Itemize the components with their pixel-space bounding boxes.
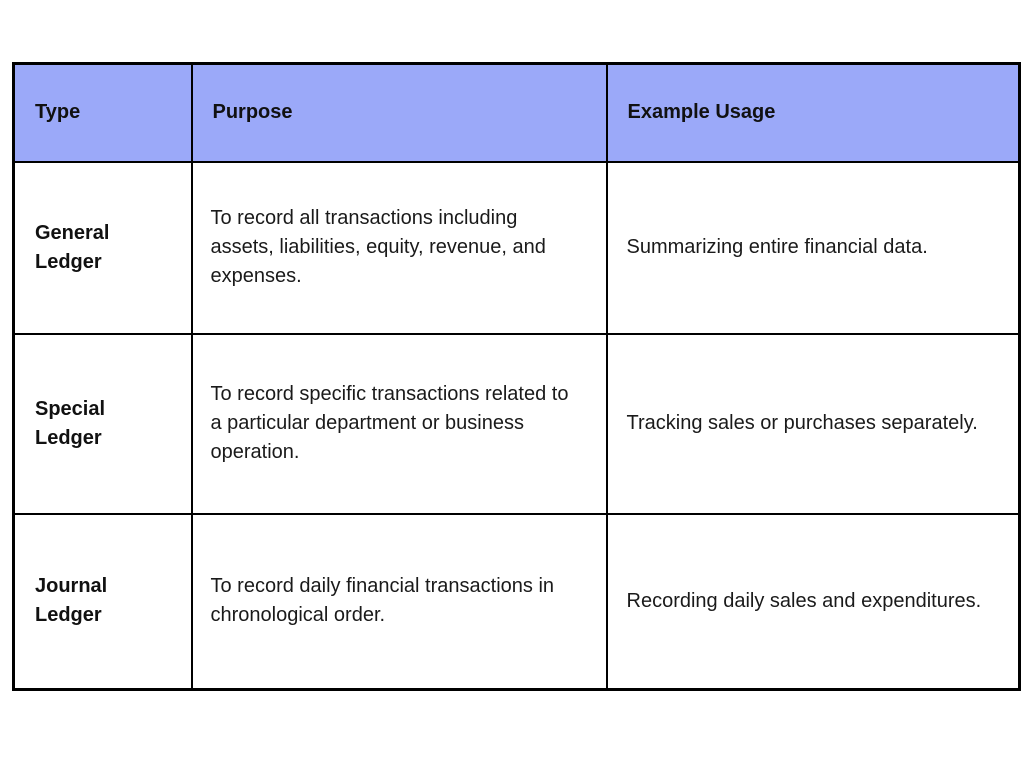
type-cell: General Ledger (14, 162, 192, 334)
table-row-special-ledger (14, 334, 1020, 514)
example-usage-cell: Tracking sales or purchases separately. (607, 334, 1020, 514)
header-cell-purpose: Purpose (192, 64, 607, 162)
type-cell: Special Ledger (14, 334, 192, 514)
purpose-cell: To record specific transactions related to a particular department or business operation. (192, 334, 607, 514)
ledger-comparison-table (12, 62, 1021, 691)
example-usage-cell: Summarizing entire financial data. (607, 162, 1020, 334)
table-row-journal-ledger (14, 514, 1020, 690)
table-row-general-ledger (14, 162, 1020, 334)
header-cell-type: Type (14, 64, 192, 162)
purpose-cell: To record all transactions including assets, liabilities, equity, revenue, and expenses. (192, 162, 607, 334)
example-usage-cell: Recording daily sales and expenditures. (607, 514, 1020, 690)
header-cell-example-usage: Example Usage (607, 64, 1020, 162)
table-header-row (14, 64, 1020, 162)
type-cell: Journal Ledger (14, 514, 192, 690)
purpose-cell: To record daily financial transactions in chronological order. (192, 514, 607, 690)
